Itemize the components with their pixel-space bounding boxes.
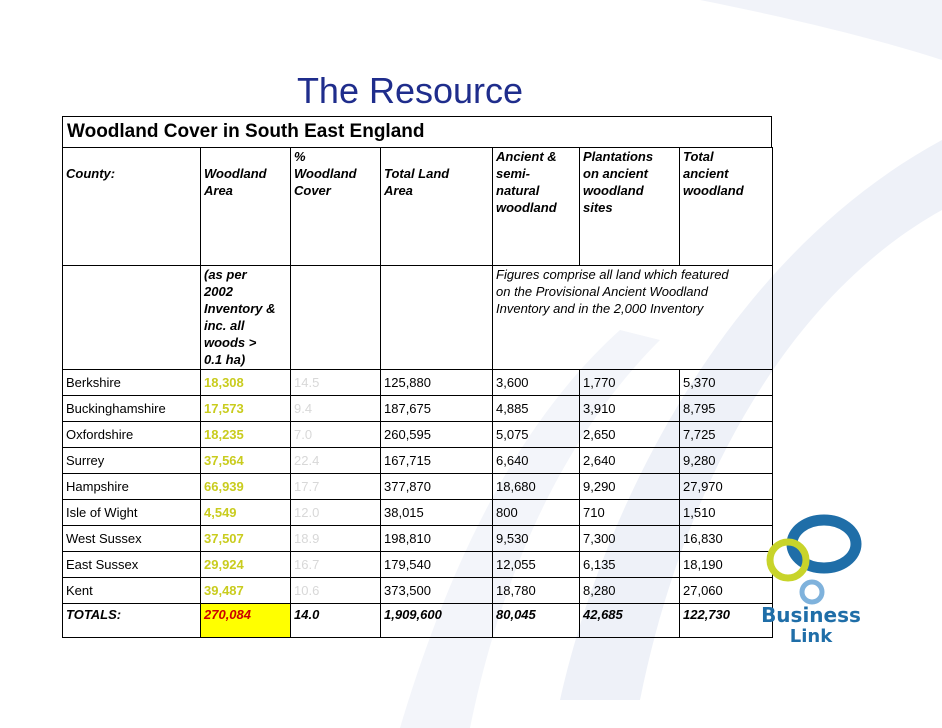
- header-plantations: [580, 148, 680, 266]
- notes-as-per-line1: (as per: [204, 267, 247, 282]
- cell-woodland-area: 29,924: [201, 552, 291, 578]
- cell-total-land: 198,810: [381, 526, 493, 552]
- cell-woodland-cover: 12.0: [291, 500, 381, 526]
- notes-empty-county: [63, 266, 201, 370]
- cell-plantations: 8,280: [580, 578, 680, 604]
- table-row: [63, 448, 773, 474]
- cell-total-land: 38,015: [381, 500, 493, 526]
- cell-plantations: 3,910: [580, 396, 680, 422]
- notes-empty-land: [381, 266, 493, 370]
- header-county-label: County:: [66, 166, 116, 181]
- notes-figures-line3: Inventory and in the 2,000 Inventory: [496, 301, 704, 316]
- cell-ancient: 4,885: [493, 396, 580, 422]
- cell-ancient: 9,530: [493, 526, 580, 552]
- cell-woodland-cover: 14.5: [291, 370, 381, 396]
- table-row: [63, 370, 773, 396]
- cell-total-ancient: 1,510: [680, 500, 773, 526]
- header-county: [63, 148, 201, 266]
- totals-label: TOTALS:: [63, 604, 201, 638]
- table-caption: Woodland Cover in South East England: [62, 116, 772, 147]
- notes-as-per: [201, 266, 291, 370]
- table-row: [63, 396, 773, 422]
- cell-woodland-cover: 22.4: [291, 448, 381, 474]
- notes-empty-pct: [291, 266, 381, 370]
- cell-county: East Sussex: [63, 552, 201, 578]
- totals-row: [63, 604, 773, 638]
- cell-woodland-area: 4,549: [201, 500, 291, 526]
- cell-county: Kent: [63, 578, 201, 604]
- cell-plantations: 1,770: [580, 370, 680, 396]
- cell-ancient: 3,600: [493, 370, 580, 396]
- cell-total-ancient: 16,830: [680, 526, 773, 552]
- header-woodland-cover: [291, 148, 381, 266]
- header-area-line2: Area: [204, 183, 233, 198]
- cell-ancient: 6,640: [493, 448, 580, 474]
- totals-plantations: 42,685: [580, 604, 680, 638]
- notes-as-per-line6: 0.1 ha): [204, 352, 246, 367]
- header-woodland-area: [201, 148, 291, 266]
- cell-woodland-cover: 9.4: [291, 396, 381, 422]
- cell-plantations: 2,650: [580, 422, 680, 448]
- cell-total-land: 125,880: [381, 370, 493, 396]
- table-row: [63, 474, 773, 500]
- header-pct-line1: %: [294, 149, 306, 164]
- cell-woodland-cover: 18.9: [291, 526, 381, 552]
- slide-title: The Resource: [296, 70, 524, 111]
- header-total-land-area: [381, 148, 493, 266]
- table-row: [63, 422, 773, 448]
- table-row: [63, 578, 773, 604]
- cell-county: Oxfordshire: [63, 422, 201, 448]
- cell-county: Hampshire: [63, 474, 201, 500]
- cell-ancient: 18,680: [493, 474, 580, 500]
- cell-woodland-area: 18,308: [201, 370, 291, 396]
- cell-county: Isle of Wight: [63, 500, 201, 526]
- header-plant-line2: on ancient: [583, 166, 649, 181]
- cell-county: Surrey: [63, 448, 201, 474]
- header-plant-line1: Plantations: [583, 149, 654, 164]
- cell-plantations: 7,300: [580, 526, 680, 552]
- header-tot-line3: woodland: [683, 183, 744, 198]
- cell-ancient: 12,055: [493, 552, 580, 578]
- header-row: [63, 148, 773, 266]
- cell-plantations: 9,290: [580, 474, 680, 500]
- cell-total-ancient: 18,190: [680, 552, 773, 578]
- data-rows: [63, 370, 773, 604]
- cell-plantations: 6,135: [580, 552, 680, 578]
- notes-as-per-line4: inc. all: [204, 318, 245, 333]
- notes-as-per-line3: Inventory &: [204, 301, 276, 316]
- header-total-ancient: [680, 148, 773, 266]
- cell-woodland-area: 66,939: [201, 474, 291, 500]
- header-pct-line2: Woodland: [294, 166, 357, 181]
- header-land-line2: Area: [384, 183, 413, 198]
- cell-total-land: 167,715: [381, 448, 493, 474]
- cell-total-land: 260,595: [381, 422, 493, 448]
- totals-total: 122,730: [680, 604, 773, 638]
- cell-total-ancient: 9,280: [680, 448, 773, 474]
- cell-total-land: 377,870: [381, 474, 493, 500]
- cell-woodland-area: 18,235: [201, 422, 291, 448]
- cell-county: Berkshire: [63, 370, 201, 396]
- cell-total-land: 373,500: [381, 578, 493, 604]
- cell-total-land: 179,540: [381, 552, 493, 578]
- cell-plantations: 2,640: [580, 448, 680, 474]
- notes-row: [63, 266, 773, 370]
- header-tot-line1: Total: [683, 149, 714, 164]
- cell-total-land: 187,675: [381, 396, 493, 422]
- cell-county: Buckinghamshire: [63, 396, 201, 422]
- header-ancient-woodland: [493, 148, 580, 266]
- header-anc-line4: woodland: [496, 200, 557, 215]
- notes-as-per-line2: 2002: [204, 284, 233, 299]
- notes-figures-line2: on the Provisional Ancient Woodland: [496, 284, 708, 299]
- notes-figures: [493, 266, 773, 370]
- cell-total-ancient: 8,795: [680, 396, 773, 422]
- cell-woodland-cover: 16.7: [291, 552, 381, 578]
- totals-area: 270,084: [201, 604, 291, 638]
- logo-line1: Business: [761, 603, 861, 627]
- cell-woodland-cover: 7.0: [291, 422, 381, 448]
- cell-total-ancient: 27,060: [680, 578, 773, 604]
- header-plant-line3: woodland: [583, 183, 644, 198]
- cell-total-ancient: 5,370: [680, 370, 773, 396]
- cell-woodland-area: 37,507: [201, 526, 291, 552]
- header-area-line1: Woodland: [204, 166, 267, 181]
- woodland-table-wrapper: [62, 116, 772, 638]
- cell-woodland-cover: 10.6: [291, 578, 381, 604]
- cell-woodland-area: 39,487: [201, 578, 291, 604]
- cell-ancient: 5,075: [493, 422, 580, 448]
- cell-ancient: 18,780: [493, 578, 580, 604]
- header-anc-line3: natural: [496, 183, 540, 198]
- header-plant-line4: sites: [583, 200, 613, 215]
- business-link-logo-text: [756, 604, 866, 648]
- cell-woodland-cover: 17.7: [291, 474, 381, 500]
- cell-woodland-area: 17,573: [201, 396, 291, 422]
- table-row: [63, 552, 773, 578]
- totals-pct: 14.0: [291, 604, 381, 638]
- header-land-line1: Total Land: [384, 166, 450, 181]
- header-anc-line1: Ancient &: [496, 149, 557, 164]
- cell-woodland-area: 37,564: [201, 448, 291, 474]
- table-row: [63, 500, 773, 526]
- cell-total-ancient: 27,970: [680, 474, 773, 500]
- totals-ancient: 80,045: [493, 604, 580, 638]
- header-tot-line2: ancient: [683, 166, 729, 181]
- notes-figures-line1: Figures comprise all land which featured: [496, 267, 729, 282]
- logo-line2: Link: [789, 626, 833, 647]
- cell-ancient: 800: [493, 500, 580, 526]
- header-pct-line3: Cover: [294, 183, 331, 198]
- totals-land: 1,909,600: [381, 604, 493, 638]
- cell-plantations: 710: [580, 500, 680, 526]
- notes-as-per-line5: woods >: [204, 335, 257, 350]
- table-row: [63, 526, 773, 552]
- cell-county: West Sussex: [63, 526, 201, 552]
- header-anc-line2: semi-: [496, 166, 530, 181]
- woodland-table: [62, 147, 773, 638]
- cell-total-ancient: 7,725: [680, 422, 773, 448]
